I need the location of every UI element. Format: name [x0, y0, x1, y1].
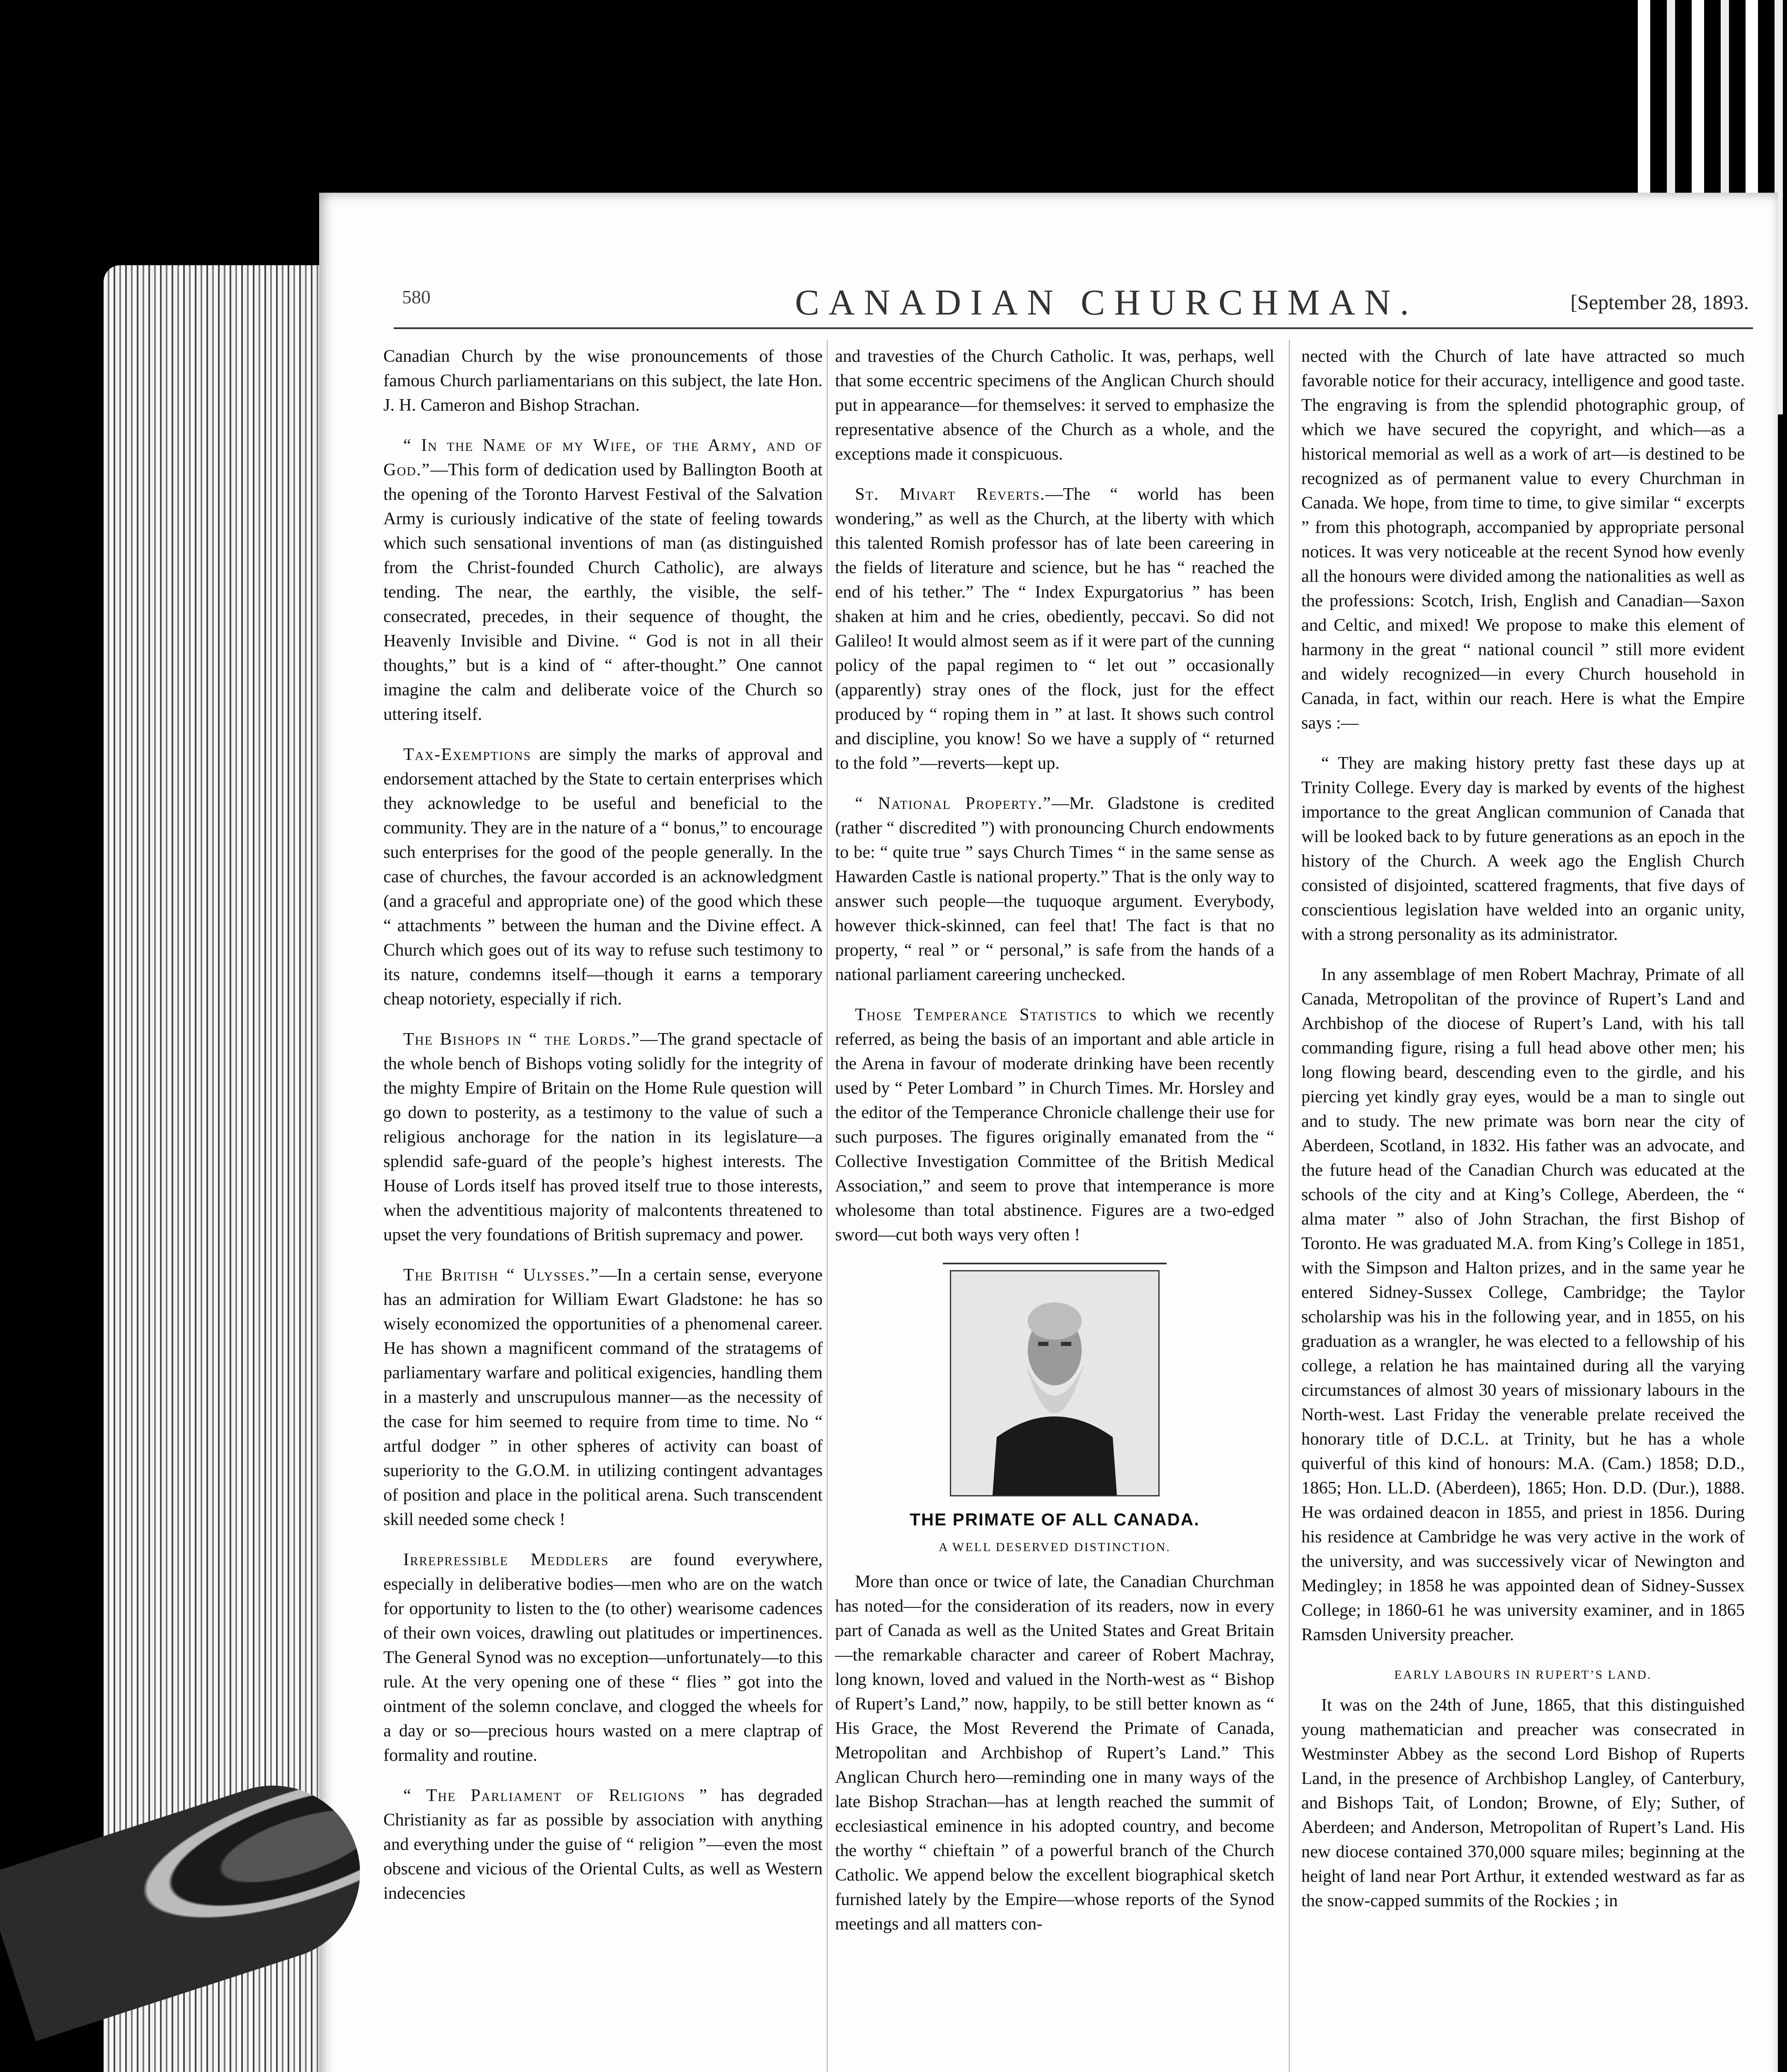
- paragraph: It was on the 24th of June, 1865, that this distinguished young mathematician and preacher was consecrated in Westminster Abbey as the second Lord Bishop of Ruperts Land, in the presence of Archbishop Langley, of Canterbury, and Bishops Tait, of London; Browne, of Ely; Suther, of Aberdeen; and Anderson, Metropolitan of Rupert’s Land. His new diocese contained 370,000 square miles; beginning at the height of land near Port Arthur, it extended westward as far as the snow-capped summits of the Rockies ; in: [1301, 1695, 1745, 1910]
- article-body: to which we recently referred, as being the basis of an important and able article in the Arena in favour of moderate drinking have been recently used by “ Peter Lombard ” in Church Times. Mr. Horsley and the editor of the Temperance Chronicle challenge their use for such purposes. The figures originally emanated from the “ Collective Investigation Committee of the British Medical Association,” and seem to prove that intemperance is more wholesome than total abstinence. Figures are a two-edged sword—cut both ways very often !: [835, 1005, 1274, 1244]
- portrait-caption: THE PRIMATE OF ALL CANADA.: [910, 1510, 1200, 1529]
- article-ulysses: [383, 1263, 823, 1532]
- paragraph: More than once or twice of late, the Canadian Churchman has noted—for the consideration of its readers, now in every part of Canada as well as the United States and Great Britain—the remarkable character and career of Robert Machray, long known, loved and valued in the North-west as “ Bishop of Rupert’s Land,” now, happily, to be still better known as “ His Grace, the Most Reverend the Primate of Canada, Metropolitan and Archbishop of Rupert’s Land.” This Anglican Church hero—reminding one in many ways of the late Bishop Strachan—has at length reached the summit of ecclesiastical eminence in his adopted country, and become the worthy “ chieftain ” of a powerful branch of the Church Catholic. We append below the excellent biographical sketch furnished lately by the Empire—whose reports of the Synod meetings and all matters con-: [835, 1572, 1274, 1934]
- article-body: —The grand spectacle of the whole bench of Bishops voting solidly for the integrity of the mighty Empire of Britain on the Home Rule question will go down to posterity, as a testimony to the value of such a religious anchorage for the nation in its legislature—a splendid safe-guard of the people’s highest interests. The House of Lords itself has proved itself true to those interests, when the adventitious majority of malcontents threatened to upset the very foundations of British supremacy and power.: [383, 1029, 823, 1244]
- portrait-subcaption: A WELL DESERVED DISTINCTION.: [939, 1540, 1171, 1554]
- article-parliament-religions: [383, 1783, 823, 1905]
- page-header: [394, 282, 1753, 329]
- article-heading: Irrepressible Meddlers: [403, 1550, 609, 1569]
- article-body: —The “ world has been wondering,” as well as the Church, at the liberty with which this talented Romish professor has of late been careering in the fields of literature and science, but he has “ reached the end of his tether.” The “ Index Expurgatorius ” has been shaken at him and he cries, obediently, peccavi. So did not Galileo! It would almost seem as if it were part of the cunning policy of the papal regimen to “ let out ” occasionally (apparently) stray ones of the flock, just for the effect produced by “ roping them in ” at last. It shows such control and discipline, you know! So we have a supply of “ returned to the fold ”—reverts—kept up.: [835, 484, 1274, 773]
- article-heading: “ National Property.”: [855, 794, 1052, 813]
- column-left: [383, 344, 823, 1921]
- issue-date: [September 28, 1893.: [1570, 290, 1749, 314]
- column-right: [1301, 344, 1745, 1929]
- section-heading: EARLY LABOURS IN RUPERT’S LAND.: [1394, 1668, 1652, 1682]
- article-heading: St. Mivart Reverts.: [855, 484, 1046, 504]
- article-heading: The Bishops in “ the Lords.”: [403, 1029, 640, 1049]
- article-heading: “ The Parliament of Religions: [403, 1786, 685, 1805]
- article-body: are found everywhere, especially in deliberative bodies—men who are on the watch for opportunity to listen to the (to other) wearisome cadences of their own voices, drawling out platitudes or impertinences. The General Synod was no exception—unfortunately—to this rule. At the very opening one of these “ flies ” got into the ointment of the solemn conclave, and clogged the wheels for a day or so—precious hours wasted on a mere claptrap of formality and routine.: [383, 1550, 823, 1765]
- article-heading: Tax-Exemptions: [403, 745, 532, 764]
- article-body: —In a certain sense, everyone has an admiration for William Ewart Gladstone: he has so wisely economized the opportunities of a phenomenal career. He has shown a magnificent command of the stratagems of parliamentary warfare and political exigencies, handling them in a masterly and unscrupulous manner—as the necessity of the case for him seemed to require from time to time. No “ artful dodger ” in other spheres of activity can boast of superiority to the G.O.M. in utilizing contingent advantages of position and place in the political arena. Such transcendent skill needed some check !: [383, 1265, 823, 1529]
- article-bishops: [383, 1027, 823, 1247]
- article-body: —Mr. Gladstone is credited (rather “ discredited ”) with pronouncing Church endowments to be: “ quite true ” says Church Times “ in the same sense as Hawarden Castle is national property.” That is the only way to answer such people—the tuquoque argument. Everybody, however thick-skinned, can feel that! The fact is that no property, “ real ” or “ personal,” is safe from the hands of a national parliament careering unchecked.: [835, 794, 1274, 984]
- article-mivart: [835, 482, 1274, 775]
- divider: [943, 1263, 1167, 1264]
- page-number: 580: [402, 286, 431, 307]
- article-tax-exemptions: [383, 742, 823, 1011]
- article-body: —This form of dedication used by Ballington Booth at the opening of the Toronto Harvest Festival of the Salvation Army is curiously indicative of the state of feeling towards which such sensational inventions of man (as distinguished from the Christ-founded Church Catholic), are always tending. The near, the earthly, the visible, the self-consecrated, precedes, in their sequence of thought, the Heavenly Invisible and Divine. “ God is not in all their thoughts,” but is a kind of “ after-thought.” One cannot imagine the calm and deliberate voice of the Church so uttering itself.: [383, 460, 823, 724]
- column-divider: [827, 340, 828, 2072]
- article-meddlers: [383, 1547, 823, 1767]
- column-middle: [835, 344, 1274, 1952]
- paragraph: Canadian Church by the wise pronouncements of those famous Church parliamentarians on this subject, the late Hon. J. H. Cameron and Bishop Strachan.: [383, 346, 823, 415]
- article-national-property: [835, 791, 1274, 987]
- primate-portrait-image: [950, 1270, 1160, 1496]
- article-body: are simply the marks of approval and endorsement attached by the State to certain enterprises which they acknowledge to be useful and beneficial to the community. They are in the nature of a “ bonus,” to encourage such enterprises for the good of the people generally. In the case of churches, the favour accorded is an acknowledgment (and a graceful and appropriate one) of the good which these “ attachments ” between the human and the Divine effect. A Church which goes out of its way to refuse such testimony to its nature, condemns itself—though it earns a temporary cheap notoriety, especially if rich.: [383, 745, 823, 1009]
- article-heading: Those Temperance Statistics: [855, 1005, 1097, 1024]
- masthead-title: CANADIAN CHURCHMAN.: [795, 283, 1418, 323]
- article-heading: “ In the Name of my Wife, of the Army, and of God.”: [383, 436, 823, 479]
- paragraph: In any assemblage of men Robert Machray, Primate of all Canada, Metropolitan of the province of Rupert’s Land and Archbishop of the diocese of Rupert’s Land, with his tall commanding figure, rising a full head above other men; his long flowing beard, descending even to the girdle, and his piercing yet kindly gray eyes, would be a man to single out and to study. The new primate was born near the city of Aberdeen, Scotland, in 1832. His father was an advocate, and the future head of the Canadian Church was educated at the schools of the city and at King’s College, Aberdeen, the “ alma mater ” also of John Strachan, the first Bishop of Toronto. He was graduated M.A. from King’s College in 1851, with the Simpson and Halton prizes, and in the same year he entered Sidney-Sussex College, Cambridge; the Taylor scholarship was his in the following year, and in 1855, on his graduation as a wrangler, he was elected to a fellowship of his college, a relation he has maintained during all the varying circumstances of almost 30 years of missionary labours in the North-west. Last Friday the venerable prelate received the honorary title of D.C.L. at Trinity, but he has a whole quiverful of this kind of honours: M.A. (Cam.) 1858; D.D., 1865; Hon. LL.D. (Aberdeen), 1865; Hon. D.D. (Dur.), 1888. He was ordained deacon in 1855, and priest in 1856. During his residence at Cambridge he was very active in the work of the university, and was successively vicar of Newington and Medingley; in 1858 he was appointed dean of Sidney-Sussex College; in 1860-61 he was university examiner, and in 1865 Ramsden University preacher.: [1301, 965, 1745, 1644]
- portrait-illustration: [951, 1271, 1158, 1495]
- column-divider: [1289, 340, 1290, 2072]
- paragraph: “ They are making history pretty fast these days up at Trinity College. Every day is marked by events of the highest importance to the great Anglican communion of Canada that will be looked back to by future generations as an epoch in the history of the Church. A week ago the English Church consisted of disjointed, scattered fragments, that five days of conscientious legislation have welded into an organic unity, with a strong personality as its administrator.: [1301, 753, 1745, 944]
- article-temperance: [835, 1002, 1274, 1247]
- article-dedication: [383, 433, 823, 726]
- portrait-figure: [835, 1263, 1274, 1496]
- paragraph: nected with the Church of late have attracted so much favorable notice for their accuracy, intelligence and good taste. The engraving is from the splendid photographic group, of which we have secured the copyright, and which—as a historical memorial as well as a work of art—is destined to be recognized as of permanent value to every Churchman in Canada. We hope, from time to time, to give similar “ excerpts ” from this photograph, accompanied by appropriate personal notices. It was very noticeable at the recent Synod how evenly all the honours were divided among the nationalities as well as the professions: Scotch, Irish, English and Canadian—Saxon and Celtic, and mixed! We propose to make this element of harmony in the great “ national council ” still more evident and widely recognized—in every Church household in Canada, in fact, within our reach. Here is what the Empire says :—: [1301, 346, 1745, 733]
- article-heading: The British “ Ulysses.”: [403, 1265, 599, 1285]
- article-body: ” has degraded Christianity as far as possible by association with anything and everything under the guise of “ religion ”—even the most obscene and vicious of the Oriental Cults, as well as Western indecencies: [383, 1786, 823, 1903]
- paragraph: and travesties of the Church Catholic. It was, perhaps, well that some eccentric specimens of the Anglican Church should put in appearance—for themselves: it served to emphasize the representative absence of the Church as a whole, and the exceptions made it conspicuous.: [835, 346, 1274, 464]
